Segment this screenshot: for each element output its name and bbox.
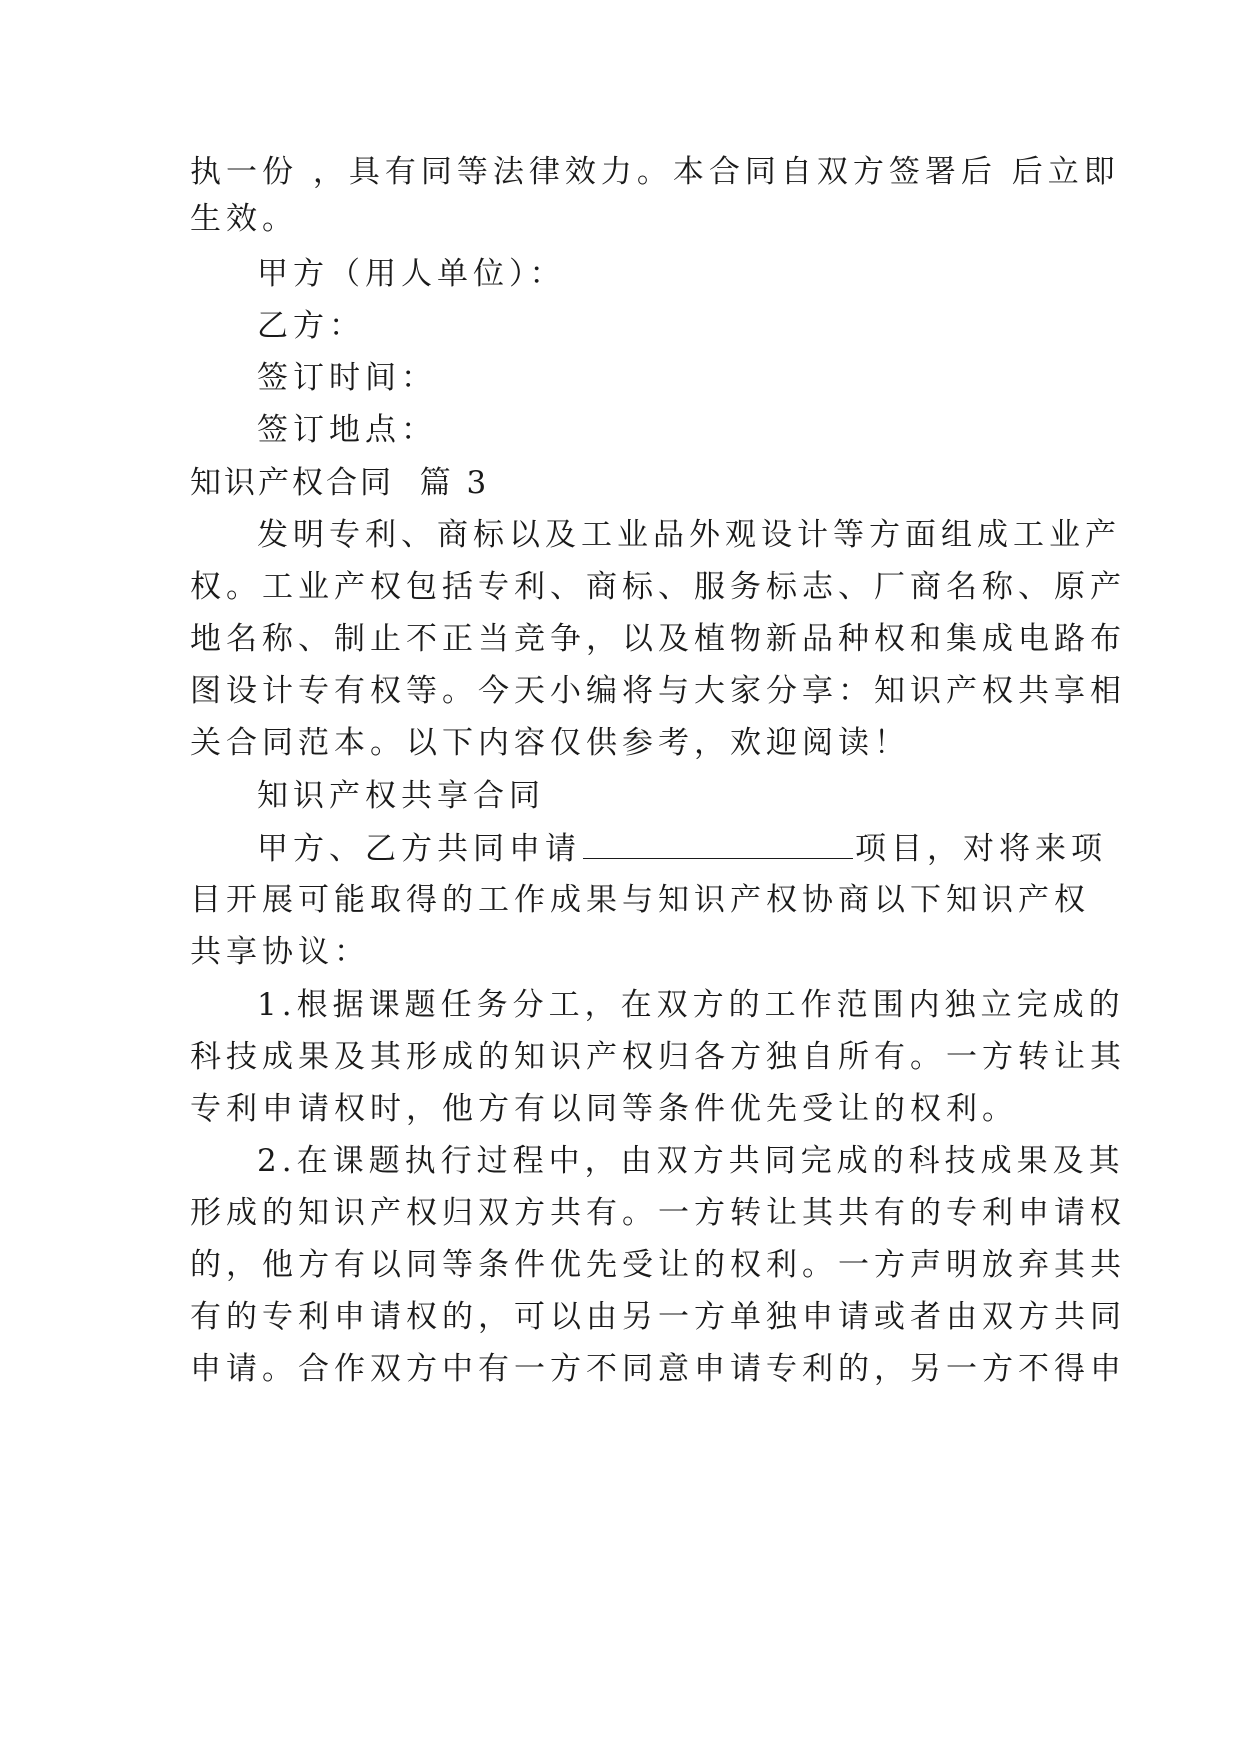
signing-date-label: 签订时间： — [257, 360, 437, 396]
clause-2-line: 2.在课题执行过程中，由双方共同完成的科技成果及其 — [257, 1143, 1125, 1179]
fill-in-blank — [583, 828, 853, 859]
paragraph-line-with-blank — [257, 828, 1107, 868]
paragraph-line: 目开展可能取得的工作成果与知识产权协商以下知识产权 — [190, 882, 1090, 918]
section-heading: 知识产权合同 篇 3 — [190, 465, 490, 501]
paragraph-line: 图设计专有权等。今天小编将与大家分享：知识产权共享相 — [190, 673, 1126, 709]
paragraph-line: 权。工业产权包括专利、商标、服务标志、厂商名称、原产 — [190, 569, 1126, 605]
paragraph-line: 关合同范本。以下内容仅供参考，欢迎阅读！ — [190, 725, 910, 761]
signature-party-a-label: 甲方（用人单位）： — [257, 256, 566, 292]
blank-prefix-text: 甲方、乙方共同申请 — [257, 831, 581, 867]
paragraph-line: 有的专利申请权的，可以由另一方单独申请或者由双方共同 — [190, 1299, 1126, 1335]
clause-1-line: 1.根据课题任务分工，在双方的工作范围内独立完成的 — [257, 987, 1125, 1023]
paragraph-line: 申请。合作双方中有一方不同意申请专利的，另一方不得申 — [190, 1351, 1126, 1387]
contract-title: 知识产权共享合同 — [257, 778, 545, 814]
paragraph-line: 生效。 — [190, 201, 298, 237]
blank-suffix-text: 项目，对将来项 — [855, 831, 1107, 867]
paragraph-line: 地名称、制止不正当竞争，以及植物新品种权和集成电路布 — [190, 621, 1126, 657]
paragraph-line: 执一份 ，具有同等法律效力。本合同自双方签署后 后立即 — [190, 154, 1120, 190]
paragraph-line: 共享协议： — [190, 934, 370, 970]
signature-party-b-label: 乙方： — [257, 308, 365, 344]
paragraph-line: 形成的知识产权归双方共有。一方转让其共有的专利申请权 — [190, 1195, 1126, 1231]
paragraph-line: 专利申请权时，他方有以同等条件优先受让的权利。 — [190, 1091, 1018, 1127]
paragraph-line: 发明专利、商标以及工业品外观设计等方面组成工业产 — [257, 517, 1121, 553]
paragraph-line: 的，他方有以同等条件优先受让的权利。一方声明放弃其共 — [190, 1247, 1126, 1283]
signing-place-label: 签订地点： — [257, 412, 437, 448]
paragraph-line: 科技成果及其形成的知识产权归各方独自所有。一方转让其 — [190, 1039, 1126, 1075]
